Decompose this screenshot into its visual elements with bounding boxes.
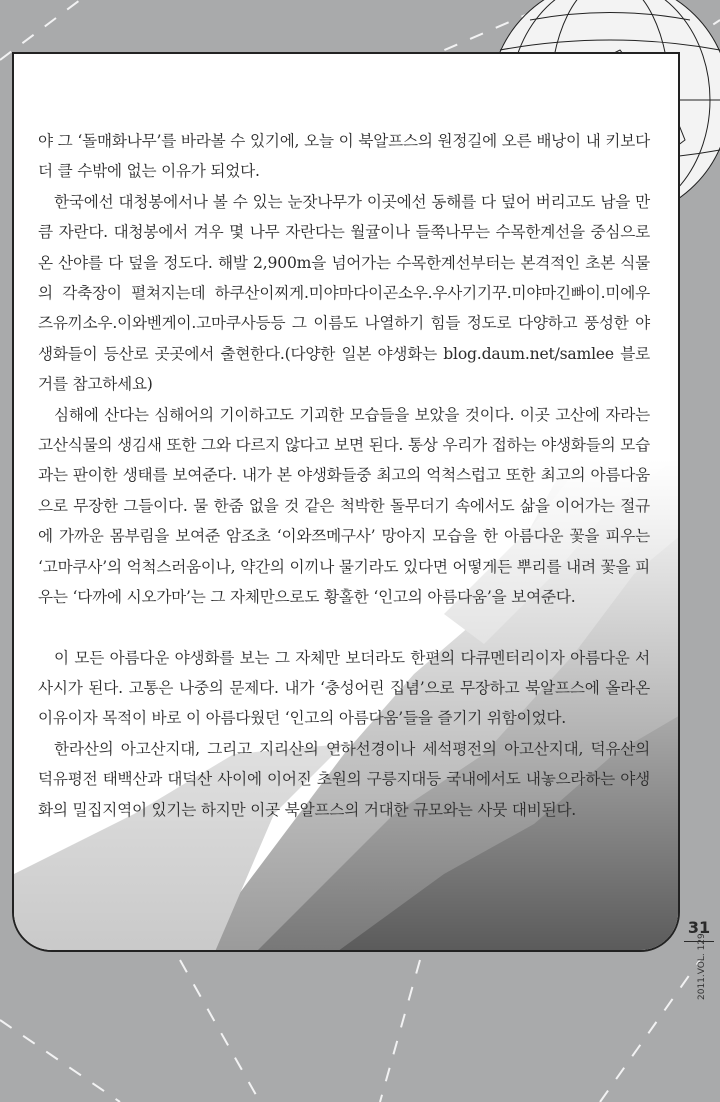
article-body	[38, 126, 650, 825]
paragraph: 심해에 산다는 심해어의 기이하고도 기괴한 모습들을 보았을 것이다. 이곳 고산에 자라는 고산식물의 생김새 또한 그와 다르지 않다고 보면 된다. 통상 우리가 접하는 야생화들의 모습과는 판이한 생태를 보여준다. 내가 본 야생화들중 최고의 억척스럽고 또한 최고의 아름다움으로 무장한 그들이다. 물 한줌 없을 것 같은 척박한 돌무더기 속에서도 삶을 이어가는 절규에 가까운 몸부림을 보여준 암조초 ‘이와쯔메구사’ 망아지 모습을 한 아름다운 꽃을 피우는 ‘고마쿠사’의 억척스러움이나, 약간의 이끼나 물기라도 있다면 어떻게든 뿌리를 내려 꽃을 피우는 ‘다까에 시오가마’는 그 자체만으로도 황홀한 ‘인고의 아름다움’을 보여준다.	[38, 405, 650, 607]
issue-label: 2011.VOL. 129	[697, 933, 707, 1000]
paragraph: 한국에선 대청봉에서나 볼 수 있는 눈잣나무가 이곳에선 동해를 다 덮어 버리고도 남을 만큼 자란다. 대청봉에서 겨우 몇 나무 자란다는 월귤이나 들쭉나무는 수목한계선을 중심으로 온 산야를 다 덮을 정도다. 해발 2,900m을 넘어가는 수목한계선부터는 본격적인 초본 식물의 각축장이 펼쳐지는데 하쿠산이찌게.미야마다이곤소우.우사기기꾸.미야마긴빠이.미에우즈유끼소우.이와벤게이.고마쿠사등등 그 이름도 나열하기 힘들 정도로 다양하고 풍성한 야생화들이 등산로 곳곳에서 출현한다.(다양한 일본 야생화는 blog.daum.net/samlee 블로거를 참고하세요)	[38, 192, 650, 394]
page-number: 31	[684, 918, 714, 942]
paragraph: 한라산의 아고산지대, 그리고 지리산의 연하선경이나 세석평전의 아고산지대, 덕유산의 덕유평전 태백산과 대덕산 사이에 이어진 초원의 구릉지대등 국내에서도 내놓으라하는 야생화의 밀집지역이 있기는 하지만 이곳 북알프스의 거대한 규모와는 사뭇 대비된다.	[38, 739, 650, 819]
paragraph: 이 모든 아름다운 야생화를 보는 그 자체만 보더라도 한편의 다큐멘터리이자 아름다운 서사시가 된다. 고통은 나중의 문제다. 내가 ‘충성어린 집념’으로 무장하고 북알프스에 올라온 이유이자 목적이 바로 이 아름다웠던 ‘인고의 아름다움’들을 즐기기 위함이었다.	[38, 648, 650, 728]
paragraph: 야 그 ‘돌매화나무’를 바라볼 수 있기에, 오늘 이 북알프스의 원정길에 오른 배낭이 내 키보다 더 클 수밖에 없는 이유가 되었다.	[38, 132, 650, 181]
page-card	[12, 52, 680, 952]
